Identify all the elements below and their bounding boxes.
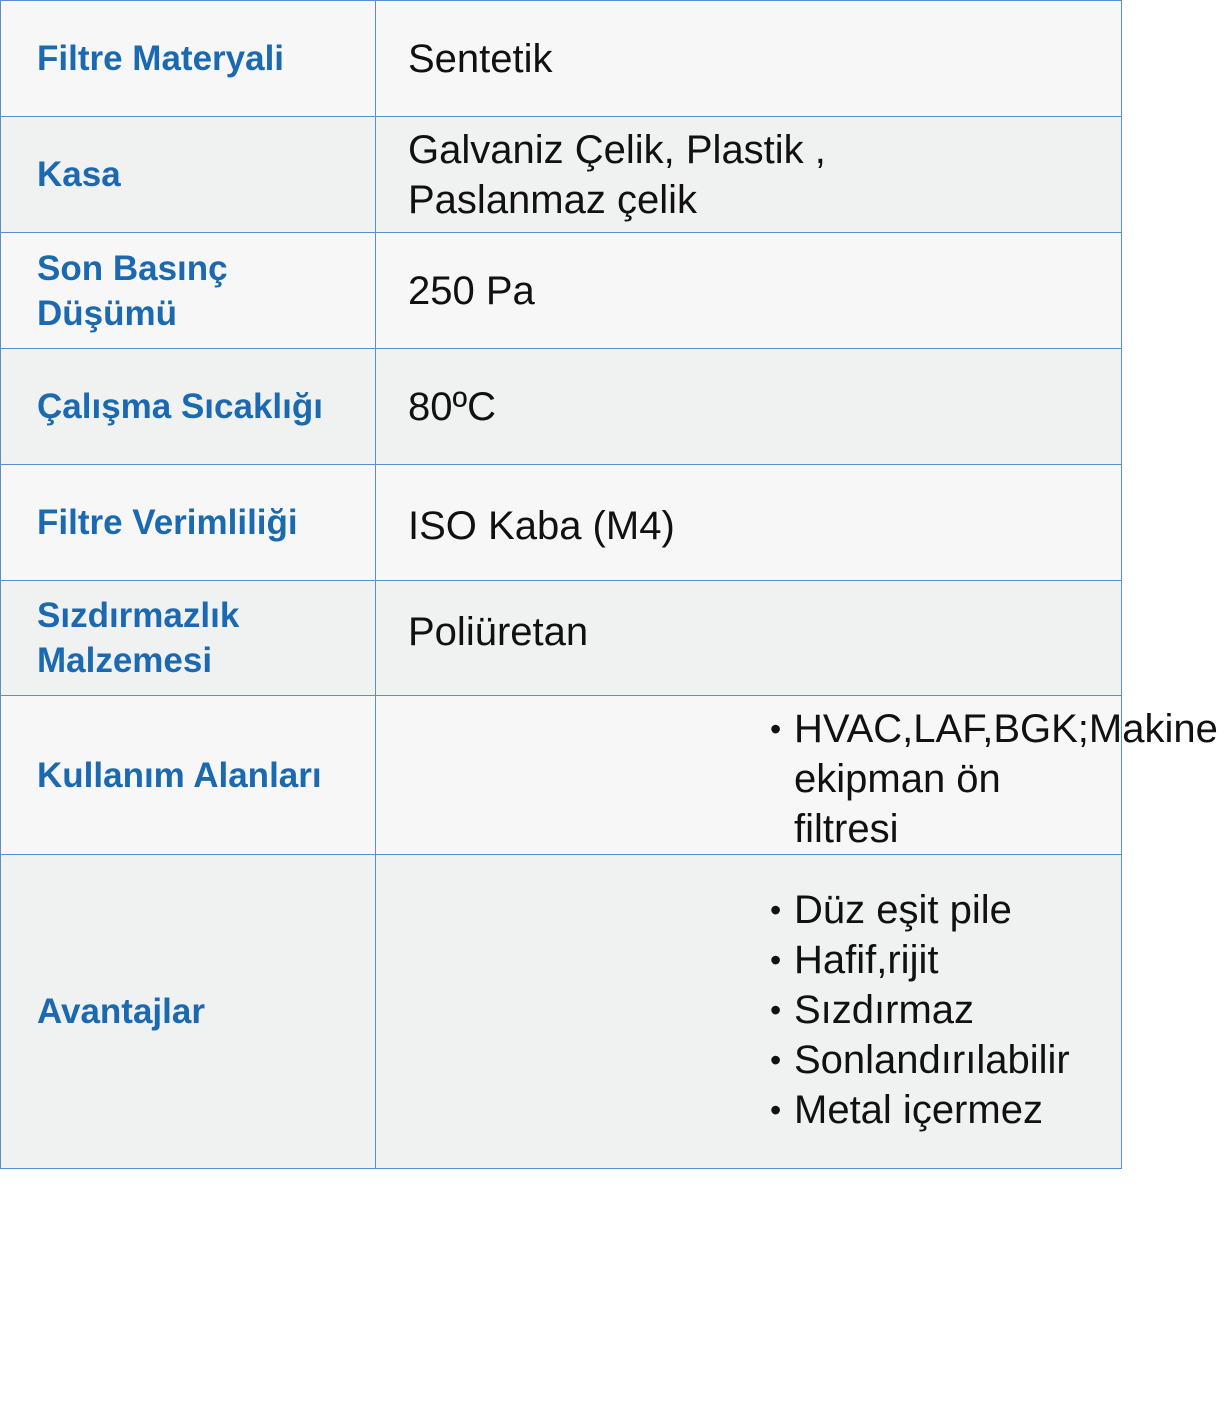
- label-sealing-material: Sızdırmazlık Malzemesi: [1, 581, 376, 696]
- list-item: • Metal içermez: [776, 1085, 1091, 1135]
- value-advantages: [376, 855, 1122, 1169]
- list-item: • HVAC,LAF,BGK;Makine ekipman ön filtresi: [776, 704, 1061, 854]
- list-item: • Hafif,rijit: [776, 935, 1091, 985]
- advantages-list: [776, 885, 1091, 1135]
- list-item: • Sonlandırılabilir: [776, 1035, 1091, 1085]
- table-row: [1, 855, 1122, 1169]
- value-frame: [376, 117, 1122, 233]
- table-row: [1, 581, 1122, 696]
- value-sealing-material: Poliüretan: [376, 581, 1122, 696]
- label-frame: Kasa: [1, 117, 376, 233]
- list-item: • Düz eşit pile: [776, 885, 1091, 935]
- value-final-pressure-drop: 250 Pa: [376, 233, 1122, 349]
- value-usage-areas: [376, 696, 1218, 855]
- value-frame-text: Galvaniz Çelik, Plastik , Paslanmaz çelik: [408, 127, 826, 222]
- value-operating-temperature: 80ºC: [376, 349, 1122, 465]
- table-row: [1, 349, 1122, 465]
- label-filter-material: Filtre Materyali: [1, 1, 376, 117]
- table-row: [1, 1, 1122, 117]
- table-row: [1, 117, 1122, 233]
- value-filter-material: Sentetik: [376, 1, 1122, 117]
- label-final-pressure-drop: Son Basınç Düşümü: [1, 233, 376, 349]
- value-filter-efficiency: ISO Kaba (M4): [376, 465, 1122, 581]
- table-row: [1, 465, 1122, 581]
- label-usage-areas: Kullanım Alanları: [1, 696, 376, 855]
- table-row: [1, 233, 1122, 349]
- table-row: [1, 696, 1122, 855]
- label-operating-temperature: Çalışma Sıcaklığı: [1, 349, 376, 465]
- label-filter-efficiency: Filtre Verimliliği: [1, 465, 376, 581]
- list-item: • Sızdırmaz: [776, 985, 1091, 1035]
- usage-list: [776, 704, 1218, 854]
- label-advantages: Avantajlar: [1, 855, 376, 1169]
